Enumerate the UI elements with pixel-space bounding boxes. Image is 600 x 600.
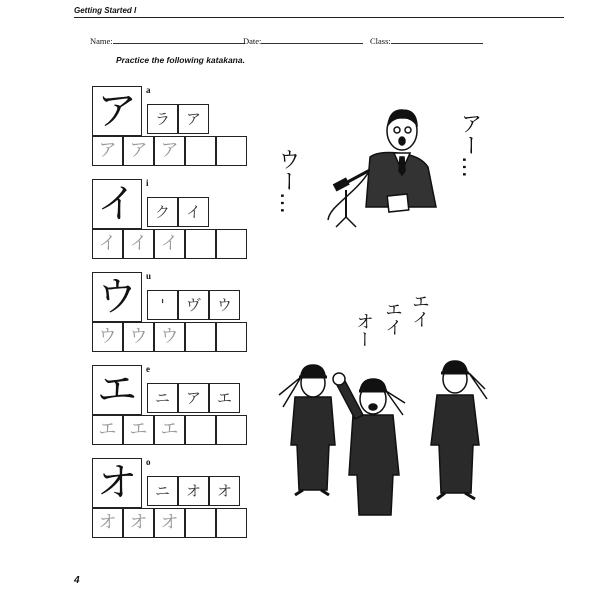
running-head: Getting Started I bbox=[74, 6, 137, 15]
student-figure-left bbox=[279, 365, 335, 495]
trace-box[interactable]: ウ bbox=[154, 322, 185, 352]
practice-box[interactable] bbox=[216, 136, 247, 166]
kana-block-e bbox=[92, 365, 252, 452]
practice-box[interactable] bbox=[185, 508, 216, 538]
kana-block-a bbox=[92, 86, 252, 173]
model-character-box: ウ bbox=[92, 272, 142, 322]
stroke-step-box: オ bbox=[178, 476, 209, 506]
romaji-label: i bbox=[146, 178, 149, 188]
kana-block-i bbox=[92, 179, 252, 266]
student-figure-middle bbox=[333, 373, 405, 515]
date-field bbox=[243, 35, 363, 46]
stroke-step-box: ア bbox=[178, 104, 209, 134]
page-number: 4 bbox=[74, 575, 80, 586]
practice-box[interactable] bbox=[216, 322, 247, 352]
trace-box[interactable]: ウ bbox=[123, 322, 154, 352]
name-blank[interactable] bbox=[113, 35, 245, 44]
practice-box[interactable] bbox=[185, 229, 216, 259]
kana-block-u bbox=[92, 272, 252, 359]
practice-box[interactable] bbox=[216, 415, 247, 445]
practice-box[interactable] bbox=[216, 508, 247, 538]
practice-box[interactable] bbox=[185, 322, 216, 352]
model-character-box: イ bbox=[92, 179, 142, 229]
class-label: Class: bbox=[370, 36, 391, 46]
stroke-step-box: エ bbox=[209, 383, 240, 413]
stroke-step-box: オ bbox=[209, 476, 240, 506]
practice-box[interactable] bbox=[216, 229, 247, 259]
trace-box[interactable]: イ bbox=[154, 229, 185, 259]
model-character-box: ア bbox=[92, 86, 142, 136]
stroke-step-box: ラ bbox=[147, 104, 178, 134]
trace-box[interactable]: エ bbox=[123, 415, 154, 445]
romaji-label: u bbox=[146, 271, 152, 281]
speaker-figure bbox=[366, 110, 436, 212]
sfx-ei-2: エイ bbox=[409, 292, 430, 328]
stroke-step-box: ニ bbox=[147, 476, 178, 506]
stroke-step-box: ア bbox=[178, 383, 209, 413]
trace-box[interactable]: ア bbox=[154, 136, 185, 166]
trace-box[interactable]: ウ bbox=[92, 322, 123, 352]
date-blank[interactable] bbox=[261, 35, 363, 44]
trace-box[interactable]: オ bbox=[154, 508, 185, 538]
sfx-ei-1: エイ bbox=[382, 300, 403, 336]
stroke-step-box: ウ bbox=[209, 290, 240, 320]
stroke-step-box: イ bbox=[178, 197, 209, 227]
sfx-uu: ウー… bbox=[275, 148, 300, 214]
student-figure-right bbox=[431, 361, 487, 499]
romaji-label: a bbox=[146, 85, 151, 95]
trace-box[interactable]: エ bbox=[92, 415, 123, 445]
name-field bbox=[90, 35, 245, 46]
kana-block-o bbox=[92, 458, 252, 545]
trace-box[interactable]: ア bbox=[92, 136, 123, 166]
stroke-step-box: ニ bbox=[147, 383, 178, 413]
trace-box[interactable]: ア bbox=[123, 136, 154, 166]
trace-box[interactable]: イ bbox=[92, 229, 123, 259]
date-label: Date: bbox=[243, 36, 262, 46]
model-character-box: エ bbox=[92, 365, 142, 415]
cheering-students-illustration bbox=[265, 345, 500, 520]
stroke-step-box: ク bbox=[147, 197, 178, 227]
romaji-label: e bbox=[146, 364, 150, 374]
trace-box[interactable]: オ bbox=[92, 508, 123, 538]
practice-box[interactable] bbox=[185, 136, 216, 166]
name-label: Name: bbox=[90, 36, 113, 46]
romaji-label: o bbox=[146, 457, 151, 467]
class-blank[interactable] bbox=[391, 35, 483, 44]
trace-box[interactable]: イ bbox=[123, 229, 154, 259]
practice-box[interactable] bbox=[185, 415, 216, 445]
stroke-step-box: ' bbox=[147, 290, 178, 320]
stroke-step-box: ヴ bbox=[178, 290, 209, 320]
class-field bbox=[370, 35, 483, 46]
model-character-box: オ bbox=[92, 458, 142, 508]
trace-box[interactable]: エ bbox=[154, 415, 185, 445]
header-rule bbox=[74, 17, 564, 18]
trace-box[interactable]: オ bbox=[123, 508, 154, 538]
instruction-text: Practice the following katakana. bbox=[116, 55, 245, 65]
sfx-oo: オー bbox=[353, 312, 374, 348]
sfx-aa: アー… bbox=[457, 112, 482, 178]
microphone-icon bbox=[328, 170, 370, 227]
